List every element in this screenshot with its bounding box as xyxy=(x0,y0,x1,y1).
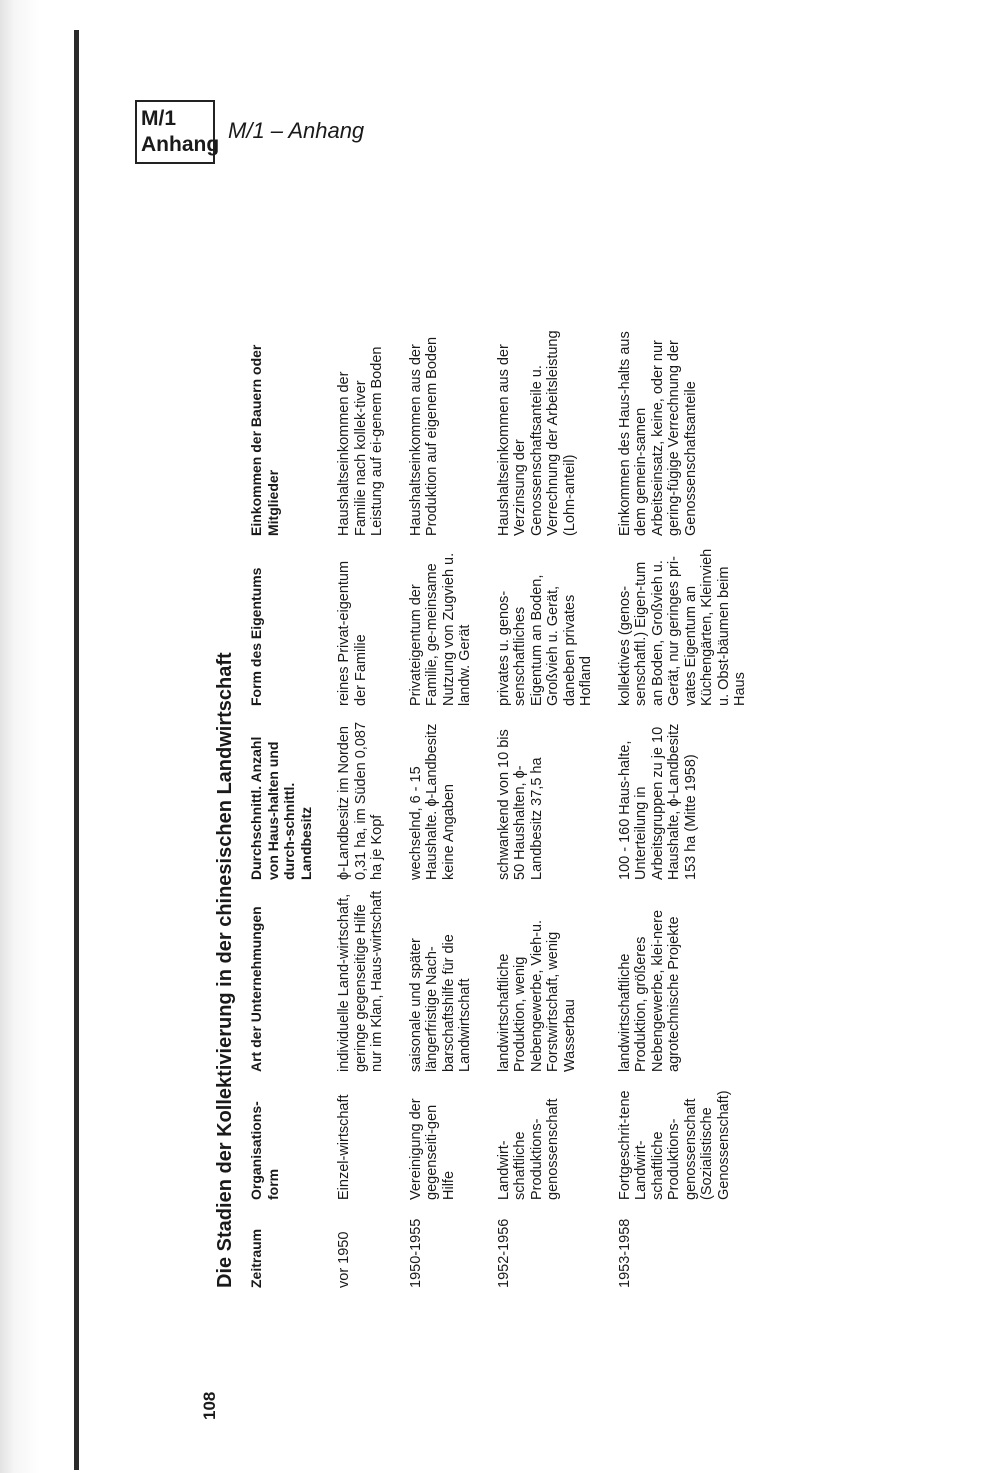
section-title: M/1 – Anhang xyxy=(228,118,365,143)
table-row xyxy=(496,316,617,1288)
cell-households: ϕ-Landbesitz im Norden 0,31 ha, im Süden 0,087 ha je Kopf xyxy=(336,721,385,880)
cell-org: Vereinigung der gegenseiti-gen Hilfe xyxy=(407,1098,457,1200)
table-header-row xyxy=(248,316,336,1288)
cell-income: Haushaltseinkommen der Familie nach kollek-tiver Leistung auf ei-genem Boden xyxy=(336,346,385,536)
table-row xyxy=(617,316,771,1288)
cell-households: schwankend von 10 bis 50 Haushalten, ϕ-Landbesitz 37,5 ha xyxy=(495,729,545,880)
cell-org: Einzel-wirtschaft xyxy=(336,1094,352,1200)
cell-income: Haushaltseinkommen aus der Verzinsung der Genossenschaftsanteile u. Verrechnung der Arbeitsleistung (Lohn-anteil) xyxy=(495,330,578,536)
cell-period: vor 1950 xyxy=(336,1231,352,1288)
column-header-ownership: Form des Eigentums xyxy=(248,567,264,706)
cell-type: landwirtschaftliche Produktion, wenig Nebengewerbe, Vieh-u. Forstwirtschaft, wenig Wasserbau xyxy=(495,919,578,1072)
table-row xyxy=(408,316,496,1288)
column-header-income: Einkommen der Bauern oder Mitglieder xyxy=(248,344,281,536)
cell-org: Landwirt-schaftliche Produktions-genossenschaft xyxy=(495,1098,561,1200)
cell-ownership: kollektives (genos-senschaftl.) Eigen-tum an Boden, Großvieh u. Gerät, nur geringes pri-vates Eigentum an Küchengärten, Kleinvieh u. Obst-bäumen beim Haus xyxy=(616,548,748,706)
cell-households: 100 - 160 Haus-halte, Unterteilung in Arbeitsgruppen zu je 10 Haushalte, ϕ-Landbesitz 153 ha (Mitte 1958) xyxy=(616,723,699,880)
table-title: Die Stadien der Kollektivierung in der chinesischen Landwirtschaft xyxy=(214,652,236,1288)
cell-period: 1950-1955 xyxy=(407,1218,424,1288)
section-badge-line2: Anhang xyxy=(141,133,220,156)
cell-type: individuelle Land-wirtschaft, geringe gegenseitige Hilfe nur im Klan, Haus-wirtschaft xyxy=(336,890,385,1072)
column-header-org: Organisations-form xyxy=(248,1101,281,1200)
cell-income: Haushaltseinkommen aus der Produktion auf eigenem Boden xyxy=(407,336,440,536)
cell-period: 1953-1958 xyxy=(616,1218,633,1288)
stages-table xyxy=(248,316,771,1288)
cell-income: Einkommen des Haus-halts aus dem gemein-samen Arbeitseinsatz, keine, oder nur gering-fügige Verrechnung der Genossenschaftsanteile xyxy=(616,331,699,536)
column-header-type: Art der Unternehmungen xyxy=(248,906,264,1072)
cell-households: wechselnd, 6 - 15 Haushalte. ϕ-Landbesitz keine Angaben xyxy=(407,723,457,880)
cell-period: 1952-1956 xyxy=(495,1218,512,1288)
cell-ownership: Privateigentum der Familie, ge-meinsame Nutzung von Zugvieh u. landw. Gerät xyxy=(407,552,473,706)
rotated-page-content xyxy=(200,150,800,1420)
cell-ownership: reines Privat-eigentum der Familie xyxy=(336,560,369,706)
cell-ownership: privates u. genos-senschaftliches Eigentum an Boden, Großvieh u. Gerät, daneben privates Hofland xyxy=(495,574,594,706)
table-row xyxy=(336,316,408,1288)
cell-type: saisonale und später längerfristige Nach-barschaftshilfe für die Landwirtschaft xyxy=(407,934,473,1072)
cell-type: landwirtschaftliche Produktion, größeres Nebengewerbe, klei-nere agrotechnische Projekte xyxy=(616,909,682,1072)
cell-org: Fortgeschrit-tene Landwirt-schaftliche Produktions-genossenschaft (Sozialistische Genossenschaft) xyxy=(616,1090,732,1200)
section-badge-line1: M/1 xyxy=(141,107,177,130)
scan-edge xyxy=(0,0,60,1473)
page-number: 108 xyxy=(200,1391,219,1420)
column-header-households: Durchschnittl. Anzahl von Haus-halten und durch-schnittl. Landbesitz xyxy=(248,736,314,880)
column-header-period: Zeitraum xyxy=(248,1228,264,1288)
binding-line xyxy=(74,30,79,1470)
